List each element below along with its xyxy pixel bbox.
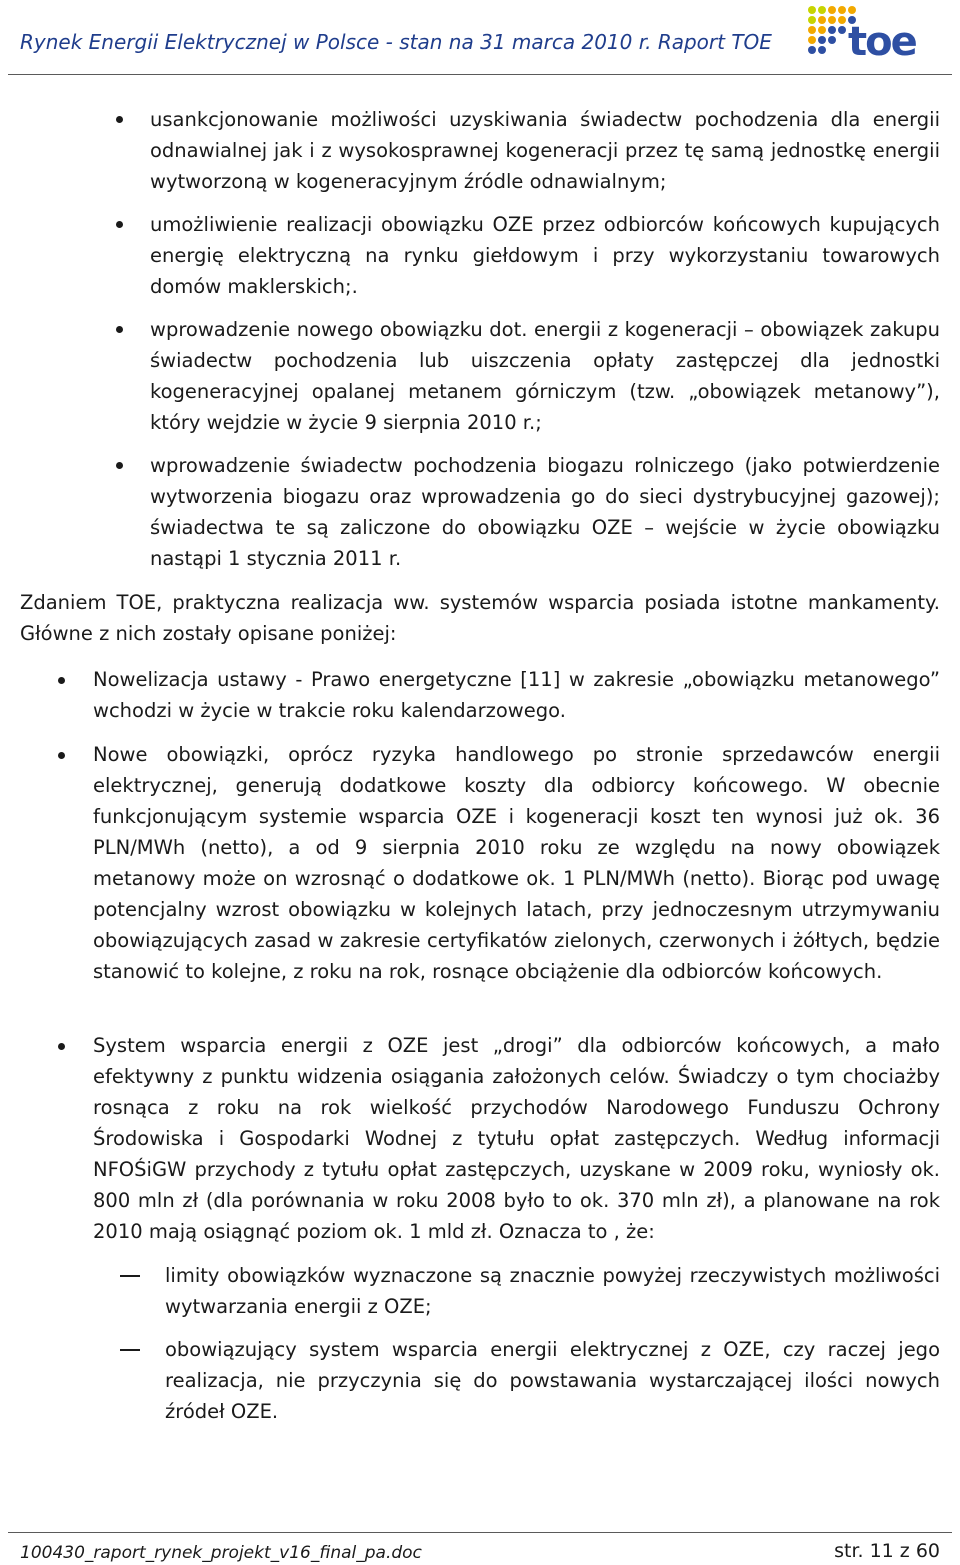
logo-dot <box>828 16 836 24</box>
toe-logo <box>804 4 954 68</box>
logo-dot <box>818 46 826 54</box>
bullet-icon <box>58 752 65 759</box>
logo-dot <box>808 6 816 14</box>
bullet-icon <box>58 677 65 684</box>
logo-dot <box>828 6 836 14</box>
logo-dot <box>818 36 826 44</box>
list-item: wprowadzenie świadectw pochodzenia biogazu rolniczego (jako potwierdzenie wytworzenia biogazu oraz wprowadzenia go do sieci dystrybucyjnej gazowej); świadectwa te są zaliczone do obowiązku OZE – wejście w życie obowiązku nastąpi 1 stycznia 2011 r. <box>150 454 940 570</box>
list-item: usankcjonowanie możliwości uzyskiwania świadectw pochodzenia dla energii odnawialnej jak i z wysokosprawnej kogeneracji przez tę samą jednostkę energii wytworzoną w kogeneracyjnym źródle odnawialnym; <box>150 108 940 193</box>
bullet-icon <box>58 1043 65 1050</box>
list-item: wprowadzenie nowego obowiązku dot. energii z kogeneracji – obowiązek zakupu świadectw pochodzenia lub uiszczenia opłaty zastępczej dla jednostki kogeneracyjnej opalanej metanem górniczym (tzw. „obowiązek metanowy”), który wejdzie w życie 9 sierpnia 2010 r.; <box>150 318 940 434</box>
dash-icon <box>120 1349 140 1351</box>
list-item: Nowelizacja ustawy - Prawo energetyczne [11] w zakresie „obowiązku metanowego” wchodzi w życie w trakcie roku kalendarzowego. <box>93 668 940 722</box>
logo-dot <box>808 46 816 54</box>
logo-dot <box>828 26 836 34</box>
logo-dot <box>808 36 816 44</box>
logo-dot <box>838 6 846 14</box>
intro-paragraph: Zdaniem TOE, praktyczna realizacja ww. systemów wsparcia posiada istotne mankamenty. Główne z nich zostały opisane poniżej: <box>20 591 940 645</box>
list-item: umożliwienie realizacji obowiązku OZE przez odbiorców końcowych kupujących energię elektryczną na rynku giełdowym i przy wykorzystaniu towarowych domów maklerskich;. <box>150 213 940 298</box>
sub-list-item: limity obowiązków wyznaczone są znacznie powyżej rzeczywistych możliwości wytwarzania energii z OZE; <box>165 1264 940 1318</box>
sub-list-item: obowiązujący system wsparcia energii elektrycznej z OZE, czy raczej jego realizacja, nie przyczynia się do powstawania wystarczającej ilości nowych źródeł OZE. <box>165 1338 940 1423</box>
bullet-icon <box>116 221 123 228</box>
header-title: Rynek Energii Elektrycznej w Polsce - stan na 31 marca 2010 r. Raport TOE <box>20 30 772 54</box>
logo-dot <box>808 26 816 34</box>
logo-dot <box>818 16 826 24</box>
bullet-icon <box>116 116 123 123</box>
logo-dot <box>828 36 836 44</box>
logo-dot <box>848 6 856 14</box>
page-number: str. 11 z 60 <box>834 1540 940 1562</box>
footer-filename: 100430_raport_rynek_projekt_v16_final_pa.doc <box>20 1543 422 1563</box>
dash-icon <box>120 1275 140 1277</box>
page-header <box>0 0 960 76</box>
logo-dot <box>838 16 846 24</box>
logo-dot <box>808 16 816 24</box>
list-item: Nowe obowiązki, oprócz ryzyka handlowego po stronie sprzedawców energii elektrycznej, generują dodatkowe koszty dla odbiorcy końcowego. W obecnie funkcjonującym systemie wsparcia OZE i kogeneracji koszt ten wynosi już ok. 36 PLN/MWh (netto), a od 9 sierpnia 2010 roku ze względu na nowy obowiązek metanowy może on wzrosnąć o dodatkowe ok. 1 PLN/MWh (netto). Biorąc pod uwagę potencjalny wzrost obowiązku w kolejnych latach, przy jednoczesnym utrzymywaniu obowiązujących zasad w zakresie certyfikatów zielonych, czerwonych i żółtych, będzie stanowić to kolejne, z roku na rok, rosnące obciążenie dla odbiorców końcowych. <box>93 743 940 983</box>
logo-dot <box>838 26 846 34</box>
list-item: System wsparcia energii z OZE jest „drogi” dla odbiorców końcowych, a mało efektywny z punktu widzenia osiągania założonych celów. Świadczy o tym chociażby rosnąca z roku na rok wielkość przychodów Narodowego Funduszu Ochrony Środowiska i Gospodarki Wodnej z tytułu opłat zastępczych. Według informacji NFOŚiGW przychody z tytułu opłat zastępczych, uzyskane w 2009 roku, wyniosły ok. 800 mln zł (dla porównania w roku 2008 było to ok. 370 mln zł), a planowane na rok 2010 mają osiągnąć poziom ok. 1 mld zł. Oznacza to , że: <box>93 1034 940 1243</box>
logo-text: toe <box>848 19 916 65</box>
logo-dot <box>818 6 826 14</box>
logo-dot <box>818 26 826 34</box>
footer-divider <box>8 1532 952 1533</box>
header-divider <box>8 74 952 75</box>
bullet-icon <box>116 462 123 469</box>
bullet-icon <box>116 326 123 333</box>
